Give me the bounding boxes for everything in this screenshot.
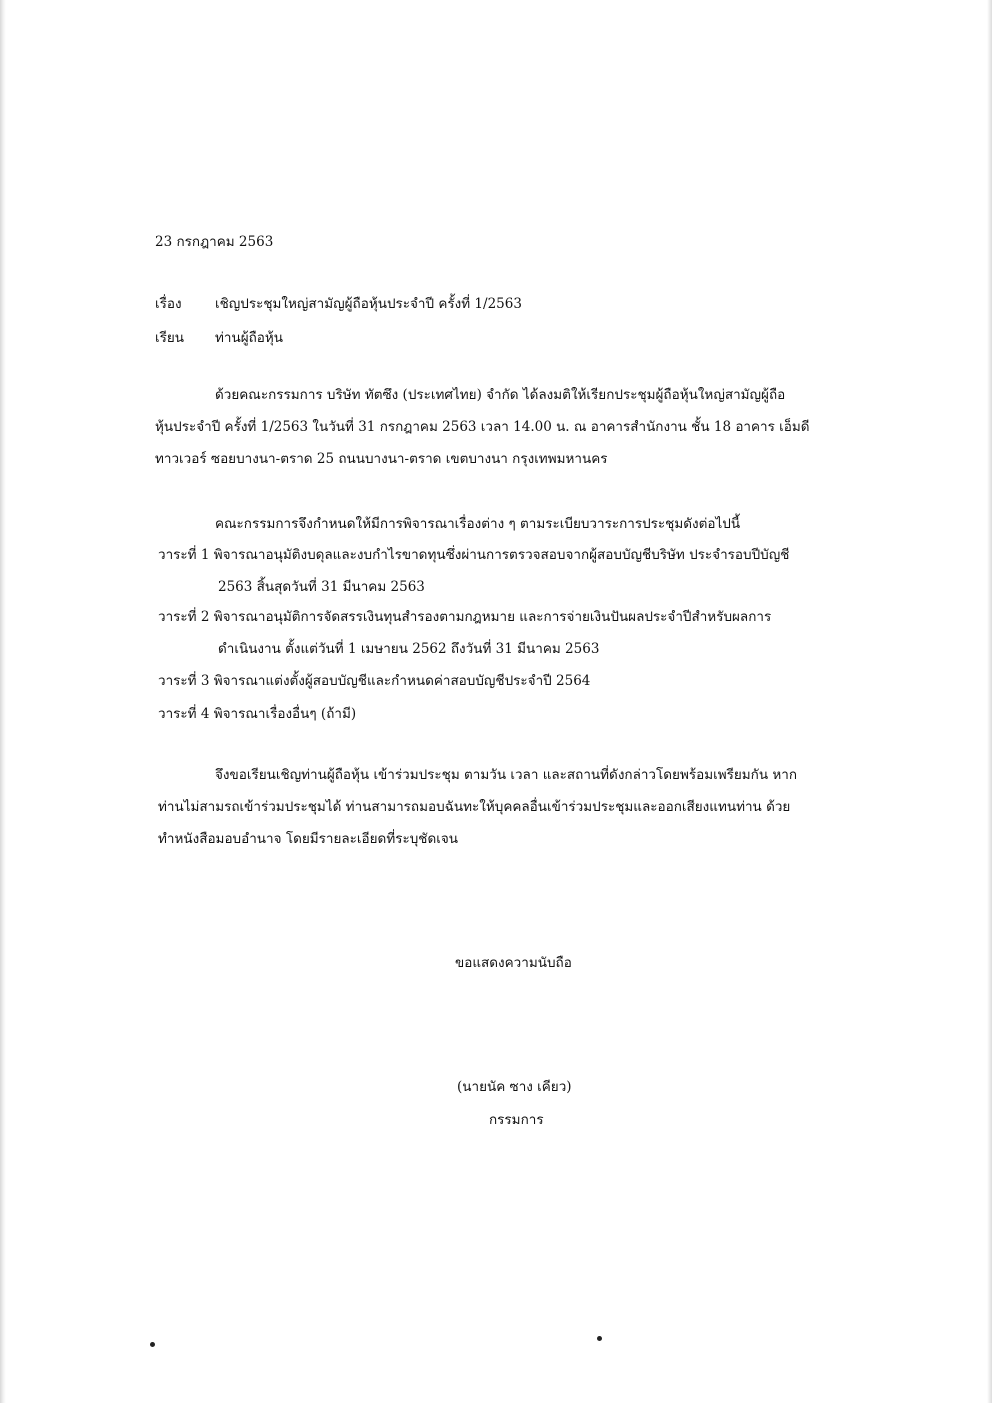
signatory-name: (นายนัค ซาง เคียว) <box>457 1079 572 1095</box>
intro-line-1: ด้วยคณะกรรมการ บริษัท ทัตซึง (ประเทศไทย) จำกัด ได้ลงมติให้เรียกประชุมผู้ถือหุ้นใหญ่สามัญผู้ถือ <box>215 387 786 403</box>
signatory-title: กรรมการ <box>489 1112 544 1128</box>
agenda-item-3: วาระที่ 3 พิจารณาแต่งตั้งผู้สอบบัญชีและกำหนดค่าสอบบัญชีประจำปี 2564 <box>158 673 591 689</box>
invitation-line-2: ท่านไม่สามรถเข้าร่วมประชุมได้ ท่านสามารถมอบฉันทะให้บุคคลอื่นเข้าร่วมประชุมและออกเสียงแทนท่าน ด้วย <box>158 799 791 815</box>
subject-label: เรื่อง <box>155 296 182 312</box>
scan-speck <box>597 1336 602 1341</box>
letter-date: 23 กรกฎาคม 2563 <box>155 234 274 250</box>
scan-speck <box>150 1342 155 1347</box>
closing-phrase: ขอแสดงความนับถือ <box>455 955 572 971</box>
agenda-item-2-line-1: วาระที่ 2 พิจารณาอนุมัติการจัดสรรเงินทุนสำรองตามกฎหมาย และการจ่ายเงินปันผลประจำปีสำหรับผลการ <box>158 609 772 625</box>
invitation-line-1: จึงขอเรียนเชิญท่านผู้ถือหุ้น เข้าร่วมประชุม ตามวัน เวลา และสถานที่ดังกล่าวโดยพร้อมเพรียมกัน หาก <box>215 767 798 783</box>
invitation-line-3: ทำหนังสือมอบอำนาจ โดยมีรายละเอียดที่ระบุชัดเจน <box>158 831 458 847</box>
agenda-intro: คณะกรรมการจึงกำหนดให้มีการพิจารณาเรื่องต่าง ๆ ตามระเบียบวาระการประชุมดังต่อไปนี้ <box>215 516 741 532</box>
scan-edge-left <box>0 0 6 1403</box>
agenda-item-1-line-2: 2563 สิ้นสุดวันที่ 31 มีนาคม 2563 <box>218 579 425 595</box>
recipient-text: ท่านผู้ถือหุ้น <box>215 330 284 346</box>
agenda-item-4: วาระที่ 4 พิจารณาเรื่องอื่นๆ (ถ้ามี) <box>158 706 357 722</box>
subject-text: เชิญประชุมใหญ่สามัญผู้ถือหุ้นประจำปี ครั้งที่ 1/2563 <box>215 296 522 312</box>
agenda-item-2-line-2: ดำเนินงาน ตั้งแต่วันที่ 1 เมษายน 2562 ถึงวันที่ 31 มีนาคม 2563 <box>218 641 600 657</box>
intro-line-2: หุ้นประจำปี ครั้งที่ 1/2563 ในวันที่ 31 กรกฎาคม 2563 เวลา 14.00 น. ณ อาคารสำนักงาน ชั้น 18 อาคาร เอ็มดี <box>155 419 810 435</box>
recipient-label: เรียน <box>155 330 185 346</box>
scan-edge-right <box>987 0 992 1403</box>
intro-line-3: ทาวเวอร์ ซอยบางนา-ตราด 25 ถนนบางนา-ตราด เขตบางนา กรุงเทพมหานคร <box>155 451 608 467</box>
agenda-item-1-line-1: วาระที่ 1 พิจารณาอนุมัติงบดุลและงบกำไรขาดทุนซึ่งผ่านการตรวจสอบจากผู้สอบบัญชีบริษัท ประจำรอบปีบัญชี <box>158 547 790 563</box>
